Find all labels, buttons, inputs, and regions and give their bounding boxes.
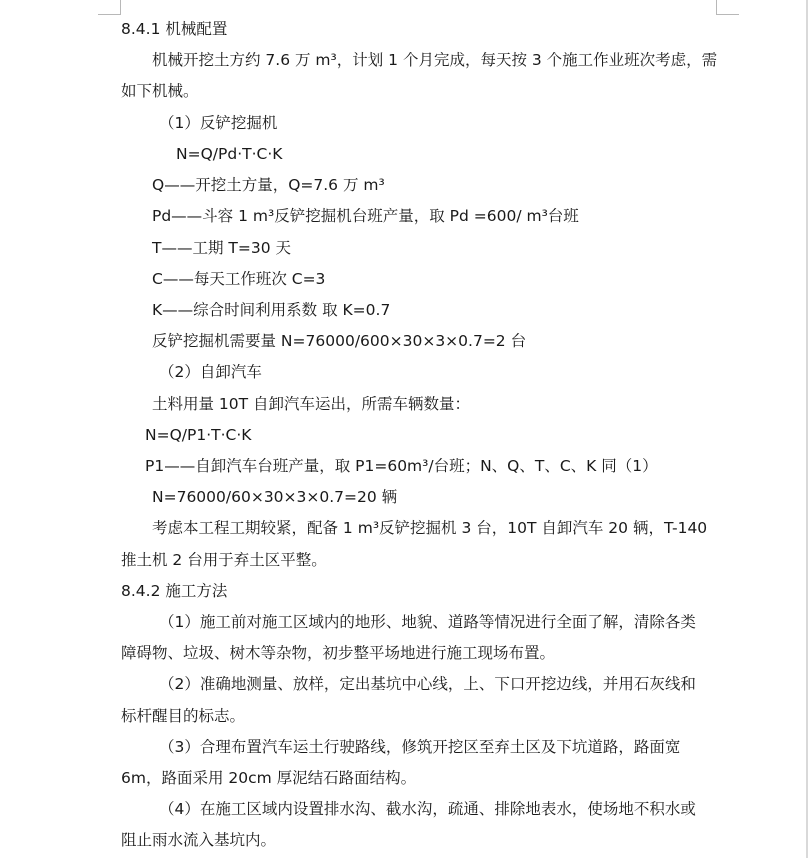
paragraph-line: 如下机械。 [121, 82, 199, 100]
subheading: （1）反铲挖掘机 [159, 114, 278, 132]
paragraph-line: （4）在施工区域内设置排水沟、截水沟，疏通、排除地表水，使场地不积水或 [159, 800, 696, 818]
subheading: （2）自卸汽车 [159, 363, 262, 381]
section-heading: 8.4.2 施工方法 [121, 582, 228, 600]
page-corner-mark-left [98, 0, 121, 15]
formula-line: N=Q/Pd·T·C·K [176, 145, 283, 163]
paragraph-line: 考虑本工程工期较紧，配备 1 m³反铲挖掘机 3 台，10T 自卸汽车 20 辆，T-140 [152, 519, 708, 537]
paragraph-line: C——每天工作班次 C=3 [152, 270, 326, 288]
formula-line: N=76000/60×30×3×0.7=20 辆 [152, 488, 398, 506]
paragraph-line: （1）施工前对施工区域内的地形、地貌、道路等情况进行全面了解，清除各类 [159, 613, 696, 631]
paragraph-line: 推土机 2 台用于弃土区平整。 [121, 551, 327, 569]
paragraph-line: （2）准确地测量、放样，定出基坑中心线，上、下口开挖边线，并用石灰线和 [159, 675, 696, 693]
paragraph-line: P1——自卸汽车台班产量，取 P1=60m³/台班；N、Q、T、C、K 同（1） [145, 457, 658, 475]
paragraph-line: 标杆醒目的标志。 [121, 707, 246, 725]
paragraph-line: Pd——斗容 1 m³反铲挖掘机台班产量，取 Pd =600/ m³台班 [152, 207, 579, 225]
paragraph-line: Q——开挖土方量，Q=7.6 万 m³ [152, 176, 385, 194]
paragraph-line: 6m，路面采用 20cm 厚泥结石路面结构。 [121, 769, 417, 787]
paragraph-line: 机械开挖土方约 7.6 万 m³，计划 1 个月完成，每天按 3 个施工作业班次考虑，需 [152, 51, 718, 69]
paragraph-line: K——综合时间利用系数 取 K=0.7 [152, 301, 391, 319]
paragraph-line: 阻止雨水流入基坑内。 [121, 831, 277, 849]
section-heading: 8.4.1 机械配置 [121, 20, 228, 38]
paragraph-line: T——工期 T=30 天 [152, 239, 292, 257]
paragraph-line: 障碍物、垃圾、树木等杂物，初步整平场地进行施工现场布置。 [121, 644, 556, 662]
paragraph-line: （3）合理布置汽车运土行驶路线，修筑开挖区至弃土区及下坑道路，路面宽 [159, 738, 681, 756]
formula-line: N=Q/P1·T·C·K [145, 426, 252, 444]
paragraph-line: 反铲挖掘机需要量 N=76000/600×30×3×0.7=2 台 [152, 332, 527, 350]
paragraph-line: 土料用量 10T 自卸汽车运出，所需车辆数量： [152, 395, 471, 413]
page-corner-mark-right [716, 0, 739, 15]
